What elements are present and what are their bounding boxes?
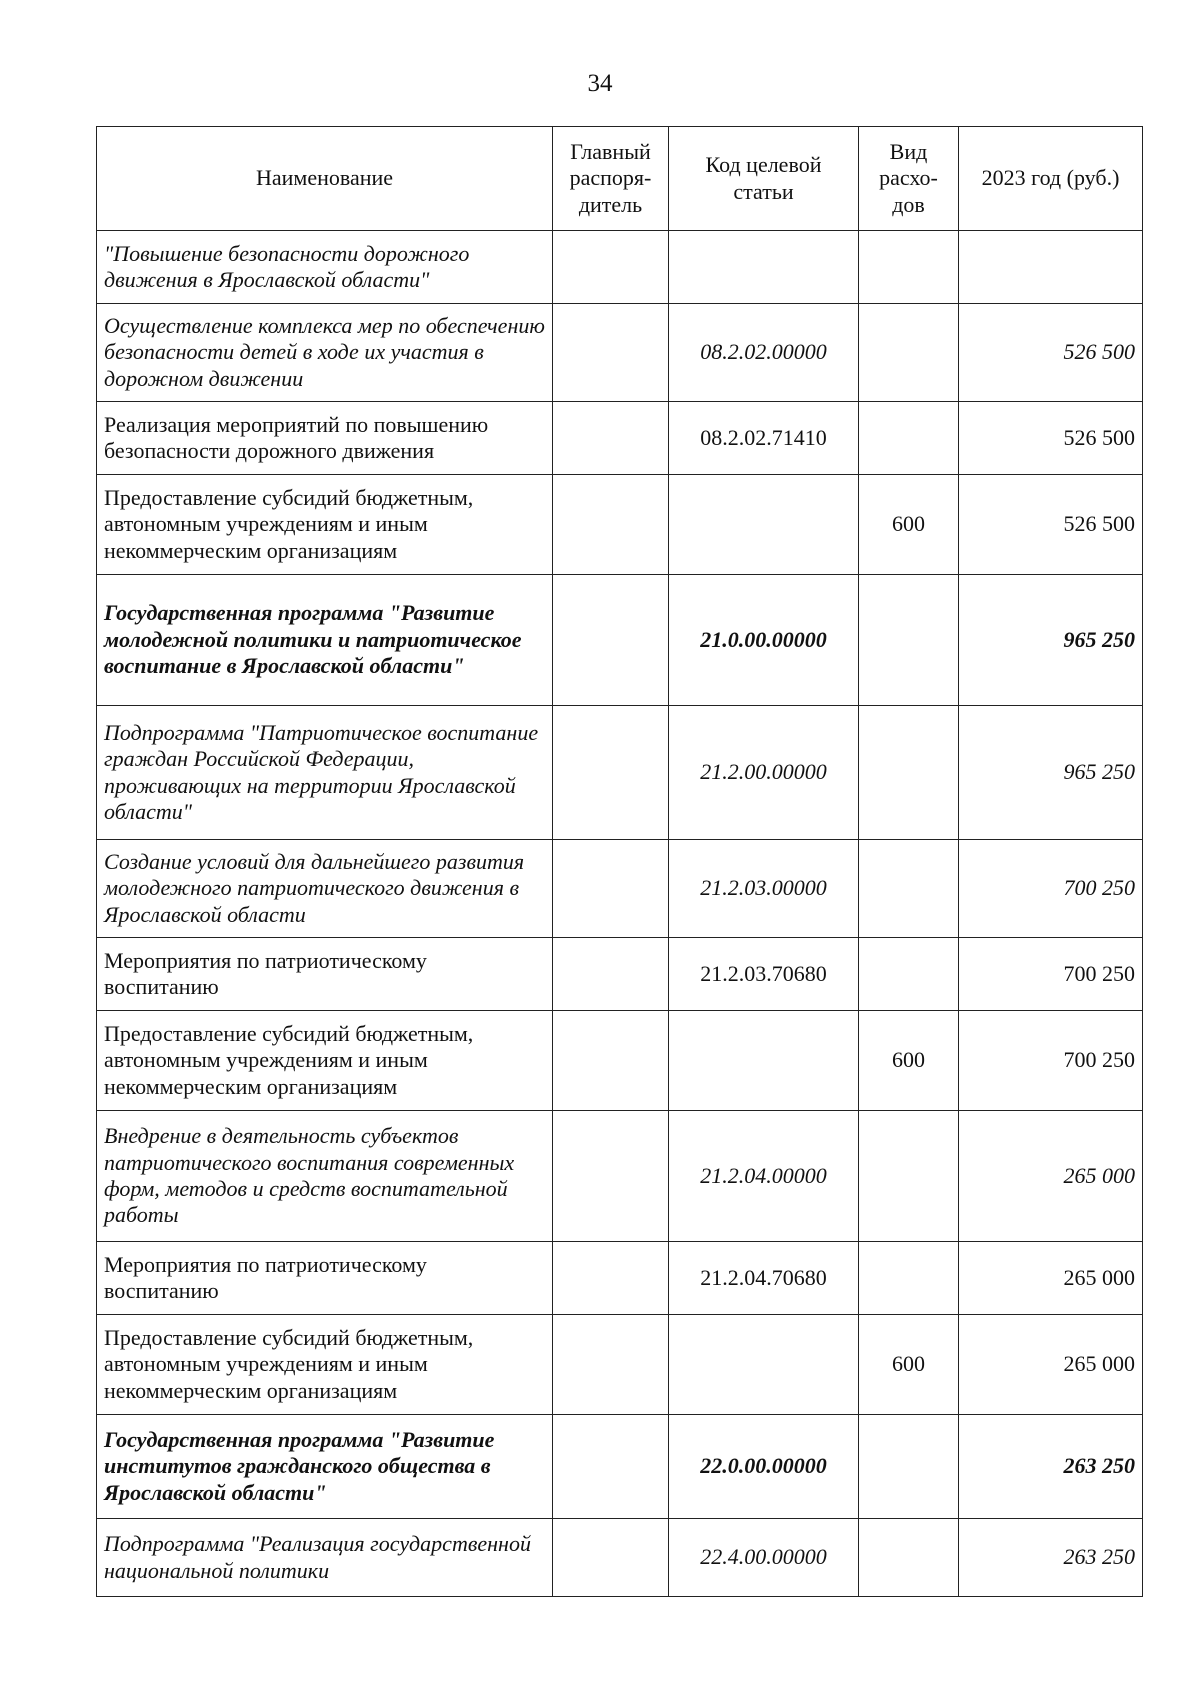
table-row (97, 840, 1143, 938)
table-row (97, 1519, 1143, 1597)
cell-expense-type (859, 1519, 959, 1597)
header-name: Наименование (97, 127, 553, 231)
table-row (97, 706, 1143, 840)
cell-amount: 965 250 (959, 706, 1143, 840)
table-row (97, 475, 1143, 575)
cell-expense-type (859, 304, 959, 402)
cell-expense-type (859, 706, 959, 840)
table-header-row (97, 127, 1143, 231)
cell-code (669, 475, 859, 575)
cell-name: Мероприятия по патриотическому воспитанию (97, 1242, 553, 1315)
cell-manager (553, 1111, 669, 1242)
cell-expense-type: 600 (859, 475, 959, 575)
cell-expense-type (859, 1242, 959, 1315)
cell-amount: 265 000 (959, 1111, 1143, 1242)
cell-manager (553, 840, 669, 938)
table-body (97, 231, 1143, 1597)
cell-expense-type (859, 231, 959, 304)
cell-manager (553, 1011, 669, 1111)
table-row (97, 231, 1143, 304)
cell-name: Внедрение в деятельность субъектов патриотического воспитания современных форм, методов и средств воспитательной работы (97, 1111, 553, 1242)
cell-manager (553, 304, 669, 402)
cell-code: 21.2.00.00000 (669, 706, 859, 840)
cell-amount: 526 500 (959, 475, 1143, 575)
cell-expense-type (859, 1111, 959, 1242)
cell-manager (553, 231, 669, 304)
cell-amount (959, 231, 1143, 304)
cell-expense-type: 600 (859, 1315, 959, 1415)
cell-expense-type: 600 (859, 1011, 959, 1111)
header-manager: Главный распоря-дитель (553, 127, 669, 231)
cell-amount: 700 250 (959, 938, 1143, 1011)
header-expense-type: Вид расхо-дов (859, 127, 959, 231)
cell-code: 21.0.00.00000 (669, 575, 859, 706)
table-row (97, 575, 1143, 706)
cell-name: Предоставление субсидий бюджетным, автономным учреждениям и иным некоммерческим организациям (97, 1315, 553, 1415)
cell-code: 21.2.03.70680 (669, 938, 859, 1011)
cell-manager (553, 1415, 669, 1519)
table-row (97, 402, 1143, 475)
cell-name: Подпрограмма "Реализация государственной национальной политики (97, 1519, 553, 1597)
cell-amount: 265 000 (959, 1315, 1143, 1415)
table-row (97, 1315, 1143, 1415)
cell-amount: 265 000 (959, 1242, 1143, 1315)
table-row (97, 1111, 1143, 1242)
budget-table (96, 126, 1143, 1597)
cell-manager (553, 475, 669, 575)
cell-name: Создание условий для дальнейшего развития молодежного патриотического движения в Ярославской области (97, 840, 553, 938)
cell-code: 22.4.00.00000 (669, 1519, 859, 1597)
table-row (97, 1011, 1143, 1111)
cell-code: 21.2.04.00000 (669, 1111, 859, 1242)
cell-amount: 526 500 (959, 402, 1143, 475)
table-row (97, 938, 1143, 1011)
table-row (97, 1415, 1143, 1519)
cell-name: Осуществление комплекса мер по обеспечению безопасности детей в ходе их участия в дорожном движении (97, 304, 553, 402)
cell-code: 22.0.00.00000 (669, 1415, 859, 1519)
cell-expense-type (859, 402, 959, 475)
header-amount: 2023 год (руб.) (959, 127, 1143, 231)
cell-name: Предоставление субсидий бюджетным, автономным учреждениям и иным некоммерческим организациям (97, 475, 553, 575)
cell-amount: 700 250 (959, 1011, 1143, 1111)
cell-code: 21.2.04.70680 (669, 1242, 859, 1315)
cell-amount: 700 250 (959, 840, 1143, 938)
page-number: 34 (587, 70, 613, 97)
cell-expense-type (859, 1415, 959, 1519)
cell-manager (553, 575, 669, 706)
cell-amount: 965 250 (959, 575, 1143, 706)
cell-name: Государственная программа "Развитие институтов гражданского общества в Ярославской области" (97, 1415, 553, 1519)
cell-manager (553, 1315, 669, 1415)
cell-code (669, 231, 859, 304)
cell-name: Государственная программа "Развитие молодежной политики и патриотическое воспитание в Ярославской области" (97, 575, 553, 706)
cell-code: 08.2.02.71410 (669, 402, 859, 475)
cell-code (669, 1315, 859, 1415)
header-code: Код целевой статьи (669, 127, 859, 231)
table-row (97, 1242, 1143, 1315)
cell-manager (553, 402, 669, 475)
cell-name: "Повышение безопасности дорожного движения в Ярославской области" (97, 231, 553, 304)
cell-name: Реализация мероприятий по повышению безопасности дорожного движения (97, 402, 553, 475)
cell-name: Мероприятия по патриотическому воспитанию (97, 938, 553, 1011)
cell-code: 08.2.02.00000 (669, 304, 859, 402)
cell-manager (553, 1242, 669, 1315)
table-row (97, 304, 1143, 402)
cell-expense-type (859, 938, 959, 1011)
cell-name: Подпрограмма "Патриотическое воспитание граждан Российской Федерации, проживающих на территории Ярославской области" (97, 706, 553, 840)
cell-amount: 526 500 (959, 304, 1143, 402)
cell-code: 21.2.03.00000 (669, 840, 859, 938)
cell-expense-type (859, 575, 959, 706)
cell-manager (553, 938, 669, 1011)
cell-amount: 263 250 (959, 1415, 1143, 1519)
cell-amount: 263 250 (959, 1519, 1143, 1597)
cell-expense-type (859, 840, 959, 938)
cell-manager (553, 706, 669, 840)
cell-name: Предоставление субсидий бюджетным, автономным учреждениям и иным некоммерческим организациям (97, 1011, 553, 1111)
cell-manager (553, 1519, 669, 1597)
cell-code (669, 1011, 859, 1111)
